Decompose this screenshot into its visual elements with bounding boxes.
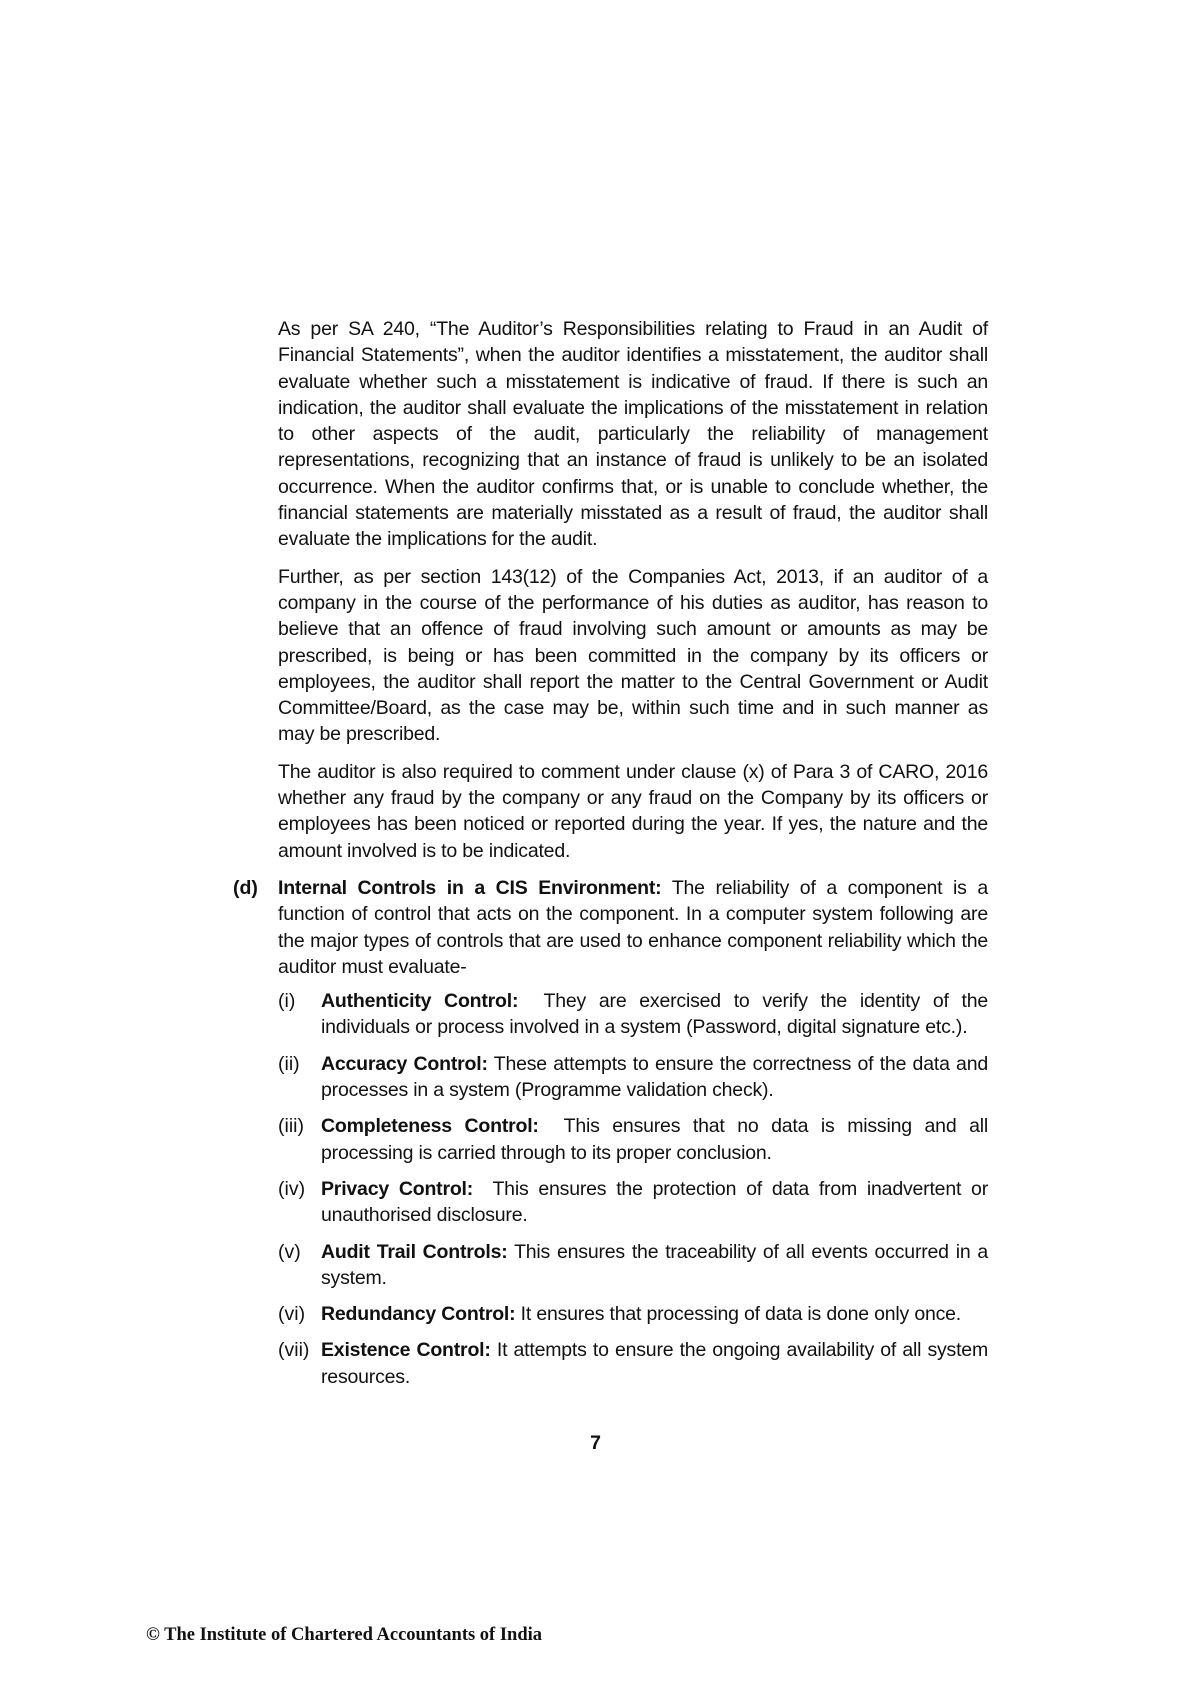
list-item-text: This ensures the protection of data from inadvertent or unauthorised disclosure. [321, 1177, 988, 1227]
list-item-heading: Authenticity Control: [321, 990, 519, 1013]
list-item [0, 1301, 1191, 1327]
section-d-heading: Internal Controls in a CIS Environment: [278, 876, 662, 899]
list-item-label: (i) [278, 990, 296, 1013]
list-item-heading: Existence Control: [321, 1339, 491, 1362]
list-item-label: (v) [278, 1240, 301, 1263]
list-item-text: They are exercised to verify the identity of the individuals or process involved in a system (Password, digital signature etc.). [321, 990, 988, 1039]
list-item-label: (vi) [278, 1303, 306, 1326]
list-item [0, 1239, 1191, 1292]
list-item [0, 1113, 1191, 1166]
list-item-label: (iii) [278, 1115, 304, 1138]
list-item [0, 1051, 1191, 1104]
list-item-text: It attempts to ensure the ongoing availability of all system resources. [321, 1339, 988, 1388]
control-types-list [0, 988, 1191, 1390]
section-d-intro [278, 875, 988, 980]
list-item-heading: Completeness Control: [321, 1115, 539, 1138]
page-content [0, 316, 1191, 1400]
list-item [0, 988, 1191, 1041]
section-d-text: The reliability of a component is a function of control that acts on the component. In a computer system following are the major types of controls that are used to enhance component reliability which the auditor must evaluate- [278, 876, 988, 978]
list-item-label: (ii) [278, 1052, 300, 1075]
list-item-label: (vii) [278, 1339, 310, 1362]
page-number: 7 [590, 1432, 601, 1454]
list-item-text: This ensures the traceability of all events occurred in a system. [321, 1240, 988, 1289]
section-d [0, 875, 1191, 1390]
list-item-heading: Redundancy Control: [321, 1303, 516, 1326]
paragraph-section-143: Further, as per section 143(12) of the Companies Act, 2013, if an auditor of a company in the course of the performance of his duties as auditor, has reason to believe that an offence of fraud involving such amount or amounts as may be prescribed, is being or has been committed in the company by its officers or employees, the auditor shall report the matter to the Central Government or Audit Committee/Board, as the case may be, within such time and in such manner as may be prescribed. [278, 565, 988, 746]
list-item-label: (iv) [278, 1177, 306, 1200]
list-item-text: This ensures that no data is missing and all processing is carried through to its proper conclusion. [321, 1115, 988, 1164]
list-item-heading: Accuracy Control: [321, 1052, 488, 1075]
list-item [0, 1337, 1191, 1390]
footer-copyright: © The Institute of Chartered Accountants of India [146, 1625, 543, 1645]
list-item-heading: Privacy Control: [321, 1177, 474, 1200]
paragraph-caro: The auditor is also required to comment under clause (x) of Para 3 of CARO, 2016 whether any fraud by the company or any fraud on the Company by its officers or employees has been noticed or reported during the year. If yes, the nature and the amount involved is to be indicated. [278, 760, 988, 862]
list-item [0, 1176, 1191, 1229]
list-item-text: These attempts to ensure the correctness of the data and processes in a system (Programme validation check). [321, 1052, 988, 1102]
list-item-heading: Audit Trail Controls: [321, 1240, 508, 1263]
paragraph-sa240: As per SA 240, “The Auditor’s Responsibilities relating to Fraud in an Audit of Financial Statements”, when the auditor identifies a misstatement, the auditor shall evaluate whether such a misstatement is indicative of fraud. If there is such an indication, the auditor shall evaluate the implications of the misstatement in relation to other aspects of the audit, particularly the reliability of management representations, recognizing that an instance of fraud is unlikely to be an isolated occurrence. When the auditor confirms that, or is unable to conclude whether, the financial statements are materially misstated as a result of fraud, the auditor shall evaluate the implications for the audit. [278, 318, 988, 551]
list-item-text: It ensures that processing of data is done only once. [520, 1303, 962, 1326]
section-d-label: (d) [233, 876, 258, 899]
